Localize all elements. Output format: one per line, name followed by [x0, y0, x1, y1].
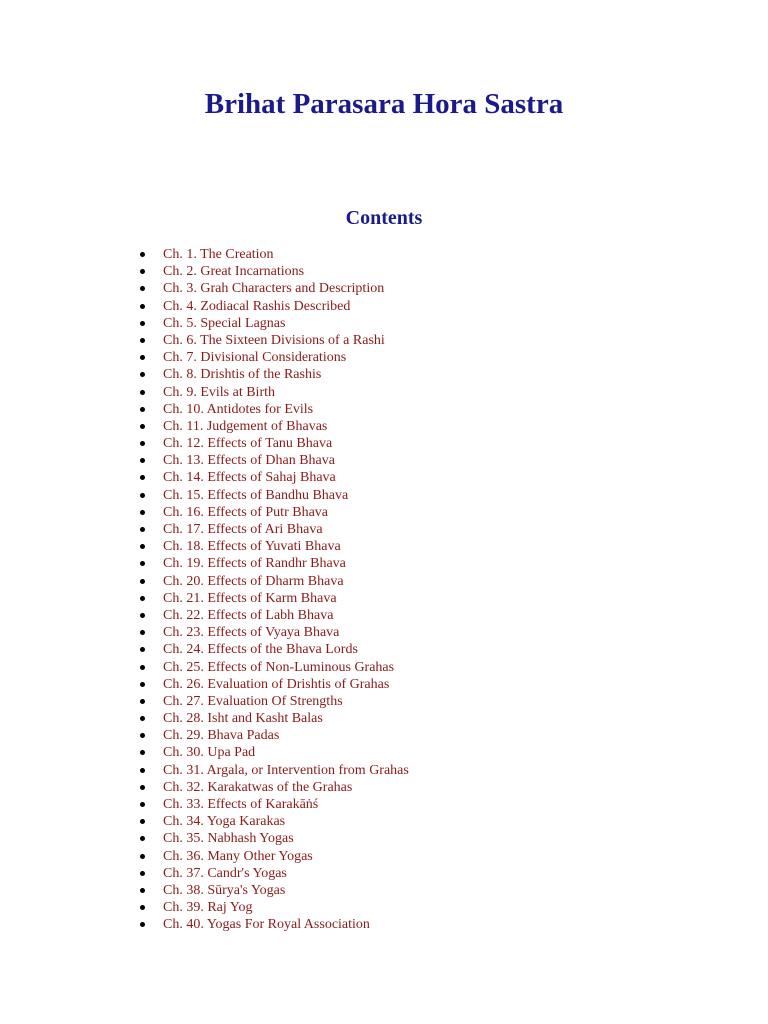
list-item: [163, 693, 409, 710]
chapter-link[interactable]: Ch. 14. Effects of Sahaj Bhava: [163, 470, 336, 486]
list-item: [163, 779, 409, 796]
chapter-link[interactable]: Ch. 12. Effects of Tanu Bhava: [163, 436, 333, 452]
chapter-link[interactable]: Ch. 31. Argala, or Intervention from Grahas: [163, 762, 409, 778]
list-item: [163, 641, 409, 658]
bullet-icon: [140, 579, 145, 584]
list-item: [163, 452, 409, 469]
list-item: [163, 521, 409, 538]
bullet-icon: [140, 733, 145, 738]
list-item: [163, 848, 409, 865]
list-item: [163, 659, 409, 676]
list-item: [163, 280, 409, 297]
bullet-icon: [140, 269, 145, 274]
list-item: [163, 298, 409, 315]
list-item: [163, 538, 409, 555]
bullet-icon: [140, 647, 145, 652]
chapter-link[interactable]: Ch. 33. Effects of Karakāṅś: [163, 797, 319, 812]
bullet-icon: [140, 665, 145, 670]
chapter-link[interactable]: Ch. 25. Effects of Non-Luminous Grahas: [163, 659, 395, 675]
list-item: [163, 315, 409, 332]
bullet-icon: [140, 338, 145, 343]
chapter-link[interactable]: Ch. 2. Great Incarnations: [163, 264, 305, 280]
bullet-icon: [140, 596, 145, 601]
bullet-icon: [140, 682, 145, 687]
bullet-icon: [140, 544, 145, 549]
chapter-link[interactable]: Ch. 4. Zodiacal Rashis Described: [163, 298, 351, 314]
bullet-icon: [140, 768, 145, 773]
bullet-icon: [140, 802, 145, 807]
list-item: [163, 916, 409, 933]
list-item: [163, 555, 409, 572]
chapter-link[interactable]: Ch. 11. Judgement of Bhavas: [163, 418, 328, 434]
chapter-link[interactable]: Ch. 1. The Creation: [163, 247, 274, 262]
list-item: [163, 469, 409, 486]
bullet-icon: [140, 836, 145, 841]
bullet-icon: [140, 561, 145, 566]
list-item: [163, 573, 409, 590]
chapter-link[interactable]: Ch. 23. Effects of Vyaya Bhava: [163, 625, 340, 641]
chapter-link[interactable]: Ch. 20. Effects of Dharm Bhava: [163, 573, 344, 589]
chapter-link[interactable]: Ch. 34. Yoga Karakas: [163, 814, 286, 830]
bullet-icon: [140, 750, 145, 755]
list-item: [163, 865, 409, 882]
list-item: [163, 727, 409, 744]
list-item: [163, 246, 409, 263]
list-item: [163, 349, 409, 366]
bullet-icon: [140, 527, 145, 532]
contents-heading: Contents: [345, 207, 423, 229]
chapter-link[interactable]: Ch. 3. Grah Characters and Description: [163, 281, 385, 297]
bullet-icon: [140, 510, 145, 515]
bullet-icon: [140, 819, 145, 824]
list-item: [163, 366, 409, 383]
bullet-icon: [140, 407, 145, 412]
list-item: [163, 590, 409, 607]
list-item: [163, 676, 409, 693]
list-item: [163, 384, 409, 401]
bullet-icon: [140, 871, 145, 876]
bullet-icon: [140, 372, 145, 377]
bullet-icon: [140, 905, 145, 910]
chapter-link[interactable]: Ch. 19. Effects of Randhr Bhava: [163, 556, 346, 572]
chapter-link[interactable]: Ch. 18. Effects of Yuvati Bhava: [163, 539, 341, 555]
chapter-link[interactable]: Ch. 36. Many Other Yogas: [163, 848, 313, 864]
list-item: [163, 744, 409, 761]
chapter-link[interactable]: Ch. 38. Sūrya's Yogas: [163, 882, 286, 898]
chapter-link[interactable]: Ch. 22. Effects of Labh Bhava: [163, 607, 334, 623]
chapter-link[interactable]: Ch. 13. Effects of Dhan Bhava: [163, 453, 335, 469]
list-item: [163, 796, 409, 813]
bullet-icon: [140, 321, 145, 326]
page-title: Brihat Parasara Hora Sastra: [204, 88, 564, 120]
list-item: [163, 710, 409, 727]
chapter-link[interactable]: Ch. 40. Yogas For Royal Association: [163, 917, 370, 933]
bullet-icon: [140, 630, 145, 635]
bullet-icon: [140, 888, 145, 893]
bullet-icon: [140, 390, 145, 395]
list-item: [163, 830, 409, 847]
bullet-icon: [140, 785, 145, 790]
bullet-icon: [140, 613, 145, 618]
chapter-link[interactable]: Ch. 21. Effects of Karm Bhava: [163, 590, 337, 606]
list-item: [163, 624, 409, 641]
chapter-link[interactable]: Ch. 28. Isht and Kasht Balas: [163, 711, 323, 727]
bullet-icon: [140, 716, 145, 721]
chapter-link[interactable]: Ch. 24. Effects of the Bhava Lords: [163, 642, 358, 658]
chapter-link[interactable]: Ch. 30. Upa Pad: [163, 745, 256, 761]
bullet-icon: [140, 922, 145, 927]
list-item: [163, 899, 409, 916]
chapter-link[interactable]: Ch. 7. Divisional Considerations: [163, 350, 347, 366]
list-item: [163, 813, 409, 830]
bullet-icon: [140, 854, 145, 859]
bullet-icon: [140, 252, 145, 257]
chapter-link[interactable]: Ch. 32. Karakatwas of the Grahas: [163, 779, 353, 795]
list-item: [163, 487, 409, 504]
list-item: [163, 762, 409, 779]
bullet-icon: [140, 493, 145, 498]
chapter-link[interactable]: Ch. 10. Antidotes for Evils: [163, 401, 314, 417]
chapter-link[interactable]: Ch. 39. Raj Yog: [163, 900, 253, 916]
list-item: [163, 332, 409, 349]
bullet-icon: [140, 699, 145, 704]
bullet-icon: [140, 355, 145, 360]
chapter-link[interactable]: Ch. 29. Bhava Padas: [163, 728, 280, 744]
list-item: [163, 607, 409, 624]
table-of-contents: [163, 246, 409, 934]
bullet-icon: [140, 304, 145, 309]
chapter-link[interactable]: Ch. 8. Drishtis of the Rashis: [163, 367, 322, 383]
chapter-link[interactable]: Ch. 16. Effects of Putr Bhava: [163, 504, 328, 520]
chapter-link[interactable]: Ch. 26. Evaluation of Drishtis of Grahas: [163, 676, 390, 692]
chapter-link[interactable]: Ch. 9. Evils at Birth: [163, 384, 275, 400]
chapter-link[interactable]: Ch. 37. Candr's Yogas: [163, 865, 287, 881]
list-item: [163, 263, 409, 280]
chapter-link[interactable]: Ch. 17. Effects of Ari Bhava: [163, 522, 323, 537]
bullet-icon: [140, 441, 145, 446]
bullet-icon: [140, 286, 145, 291]
chapter-link[interactable]: Ch. 5. Special Lagnas: [163, 315, 286, 331]
chapter-link[interactable]: Ch. 15. Effects of Bandhu Bhava: [163, 487, 349, 503]
list-item: [163, 435, 409, 452]
bullet-icon: [140, 475, 145, 480]
chapter-link[interactable]: Ch. 6. The Sixteen Divisions of a Rashi: [163, 332, 385, 348]
list-item: [163, 418, 409, 435]
list-item: [163, 401, 409, 418]
bullet-icon: [140, 424, 145, 429]
list-item: [163, 882, 409, 899]
chapter-link[interactable]: Ch. 35. Nabhash Yogas: [163, 831, 294, 847]
list-item: [163, 504, 409, 521]
chapter-link[interactable]: Ch. 27. Evaluation Of Strengths: [163, 693, 343, 709]
bullet-icon: [140, 458, 145, 463]
